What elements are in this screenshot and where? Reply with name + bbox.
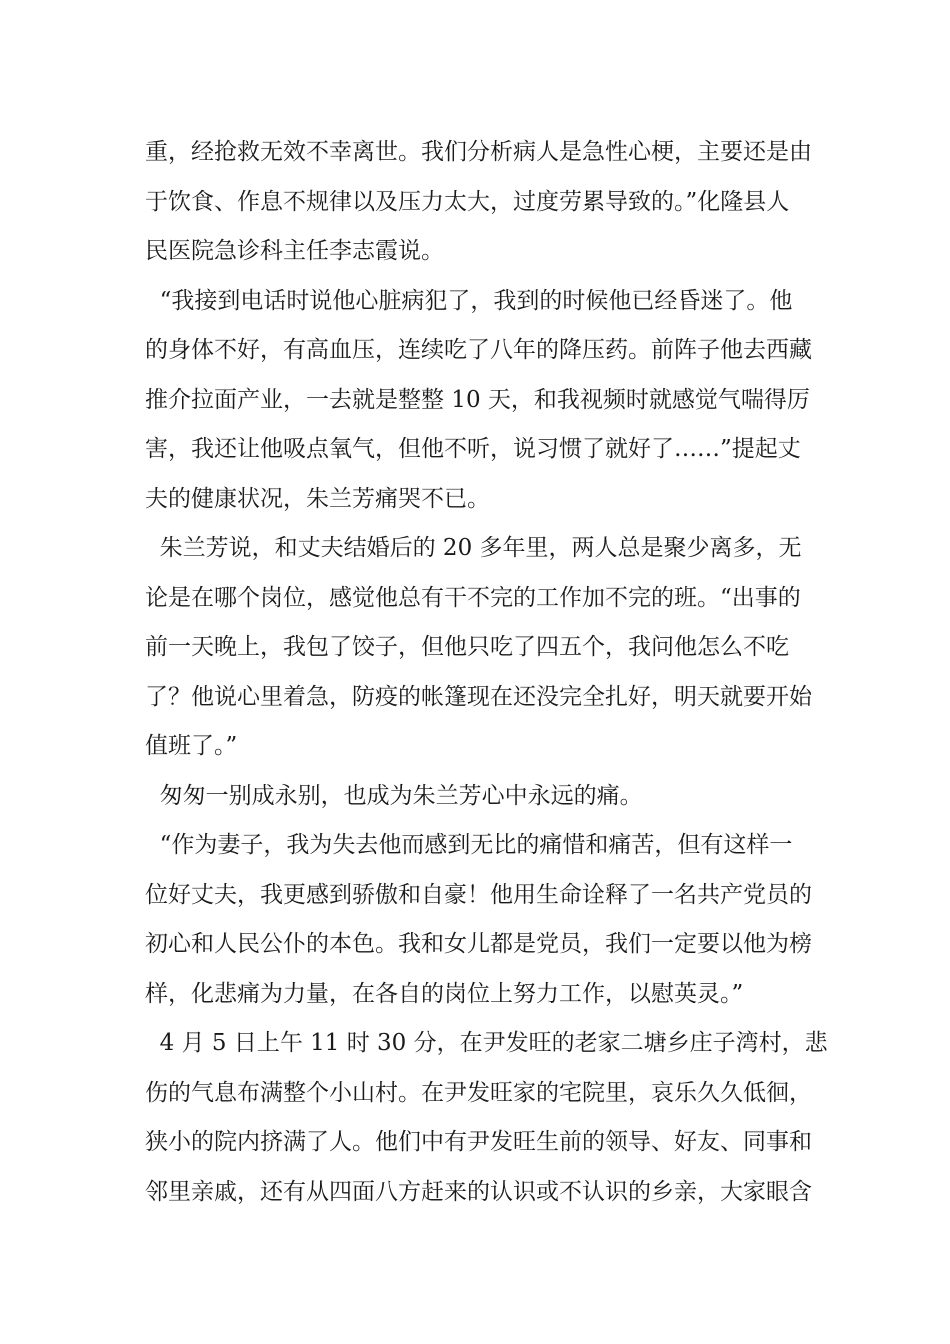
text-line: 了？他说心里着急，防疫的帐篷现在还没完全扎好，明天就要开始 — [145, 683, 812, 710]
text-line: 前一天晚上，我包了饺子，但他只吃了四五个，我问他怎么不吃 — [145, 634, 789, 660]
text-line: 害，我还让他吸点氧气，但他不听，说习惯了就好了……”提起丈 — [145, 436, 801, 462]
text-line: 的身体不好，有高血压，连续吃了八年的降压药。前阵子他去西藏 — [145, 337, 812, 363]
text-line: 论是在哪个岗位，感觉他总有干不完的工作加不完的班。“出事的 — [145, 584, 801, 611]
text-line: 重，经抢救无效不幸离世。我们分析病人是急性心梗，主要还是由 — [145, 139, 812, 165]
text-line: 狭小的院内挤满了人。他们中有尹发旺生前的领导、好友、同事和 — [145, 1129, 812, 1155]
text-line: 朱兰芳说，和丈夫结婚后的 20 多年里，两人总是聚少离多，无 — [145, 535, 802, 561]
text-line: 匆匆一别成永别，也成为朱兰芳心中永远的痛。 — [145, 782, 643, 809]
text-line: “作为妻子，我为失去他而感到无比的痛惜和痛苦，但有这样一 — [145, 832, 793, 858]
text-line: 样，化悲痛为力量，在各自的岗位上努力工作，以慰英灵。” — [145, 980, 744, 1007]
text-line: 民医院急诊科主任李志霞说。 — [145, 238, 444, 264]
text-line: 初心和人民公仆的本色。我和女儿都是党员，我们一定要以他为榜 — [145, 931, 812, 957]
text-line: 邻里亲戚，还有从四面八方赶来的认识或不认识的乡亲，大家眼含 — [145, 1178, 812, 1205]
text-line: 值班了。” — [145, 733, 238, 759]
text-line: 4 月 5 日上午 11 时 30 分，在尹发旺的老家二塘乡庄子湾村，悲 — [145, 1030, 828, 1056]
article-body — [145, 128, 828, 1217]
text-line: 位好丈夫，我更感到骄傲和自豪！他用生命诠释了一名共产党员的 — [145, 881, 812, 908]
text-line: 于饮食、作息不规律以及压力太大，过度劳累导致的。”化隆县人 — [145, 188, 790, 215]
text-line: 推介拉面产业，一去就是整整 10 天，和我视频时就感觉气喘得厉 — [145, 386, 810, 413]
text-line: “我接到电话时说他心脏病犯了，我到的时候他已经昏迷了。他 — [145, 287, 793, 314]
text-line: 夫的健康状况，朱兰芳痛哭不已。 — [145, 485, 490, 512]
text-line: 伤的气息布满整个小山村。在尹发旺家的宅院里，哀乐久久低徊， — [145, 1079, 812, 1106]
